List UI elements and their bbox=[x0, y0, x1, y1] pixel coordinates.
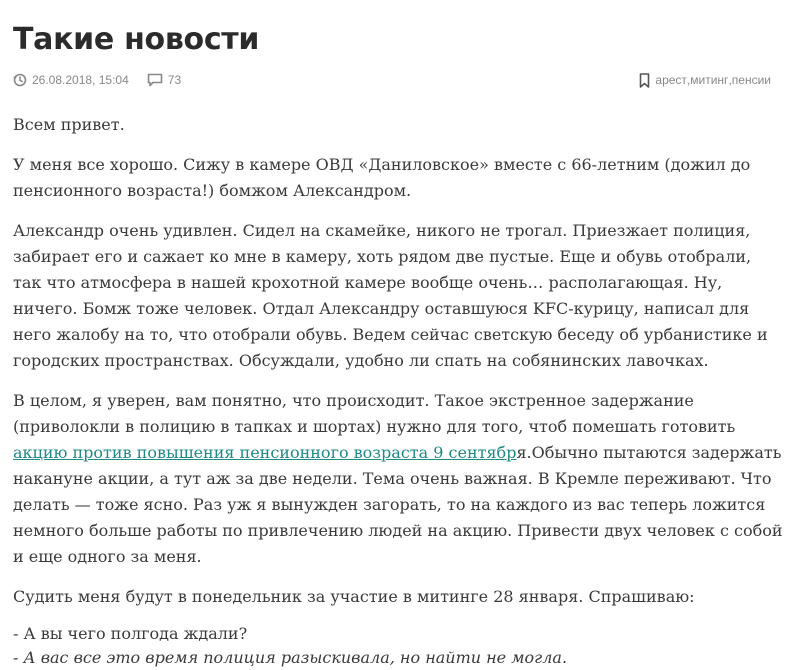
publish-date bbox=[13, 73, 129, 87]
paragraph-cell: У меня все хорошо. Сижу в камере ОВД «Даниловское» вместе с 66-летним (дожил до пенсионного возраста!) бомжом Александром. bbox=[13, 155, 751, 200]
article-title: Такие новости bbox=[13, 22, 260, 57]
article-meta bbox=[13, 70, 771, 90]
article-tags bbox=[639, 70, 771, 90]
clock-refresh-icon bbox=[13, 73, 27, 87]
tag-separator: , bbox=[686, 73, 691, 87]
paragraph-detention-text-before: В целом, я уверен, вам понятно, что происходит. Такое экстренное задержание (приволокли в полицию в тапках и шортах) нужно для того, чтоб помешать готовить bbox=[13, 391, 736, 436]
paragraph-detention bbox=[13, 388, 783, 570]
tag-link-arrest[interactable]: арест bbox=[655, 73, 687, 87]
publish-date-text: 26.08.2018, 15:04 bbox=[32, 73, 129, 87]
article-body bbox=[13, 112, 783, 670]
dialog-answer: - А вас все это время полиция разыскивала, но найти не могла. bbox=[13, 648, 568, 667]
tag-link-pensions[interactable]: пенсии bbox=[731, 73, 771, 87]
tag-separator: , bbox=[728, 73, 732, 87]
meta-left bbox=[13, 70, 181, 90]
paragraph-trial: Судить меня будут в понедельник за участие в митинге 28 января. Спрашиваю: bbox=[13, 587, 695, 606]
rally-link[interactable]: акцию против повышения пенсионного возраста 9 сентябр bbox=[13, 443, 517, 462]
comments-link[interactable] bbox=[147, 73, 181, 87]
paragraph-detention-text-after: я.Обычно пытаются задержать накануне акции, а тут аж за две недели. Тема очень важная. В Кремле переживают. Что делать — тоже ясно. Раз уж я вынужден загорать, то на каждого из вас теперь ложится немного больше работы по привлечению людей на акцию. Привести двух человек с собой и еще одного за меня. bbox=[13, 443, 783, 566]
bookmark-icon bbox=[639, 73, 650, 88]
speech-bubble-icon bbox=[147, 73, 163, 87]
paragraph-greeting: Всем привет. bbox=[13, 115, 125, 134]
dialog-question: - А вы чего полгода ждали? bbox=[13, 624, 248, 643]
paragraph-alexander: Александр очень удивлен. Сидел на скамейке, никого не трогал. Приезжает полиция, забирает его и сажает ко мне в камеру, хоть рядом две пустые. Еще и обувь отобрали, так что атмосфера в нашей крохотной камере вообще очень… располагающая. Ну, ничего. Бомж тоже человек. Отдал Александру оставшуюся KFC-курицу, написал для него жалобу на то, что отобрали обувь. Ведем сейчас светскую беседу об урбанистике и городских пространствах. Обсуждали, удобно ли спать на собянинских лавочках. bbox=[13, 221, 768, 370]
comments-count: 73 bbox=[167, 73, 182, 87]
tag-link-rally[interactable]: митинг bbox=[690, 73, 729, 87]
